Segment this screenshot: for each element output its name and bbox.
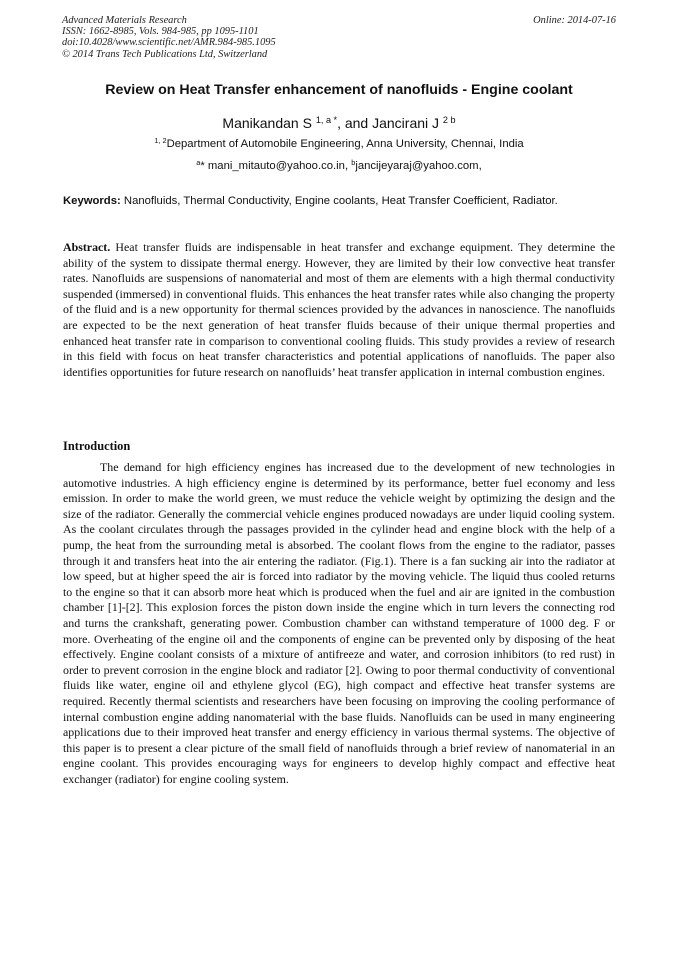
author-superscript: 2 b [442, 115, 456, 125]
author-line [40, 114, 638, 132]
abstract-text: Heat transfer fluids are indispensable in heat transfer and exchange equipment. They determine the ability of the system to dissipate thermal energy. However, they are limited by their low convective heat transfer rates. Nanofluids are suspensions of nanomaterial and most of them are elements with a high thermal conductivity suspended (immersed) in conventional fluids. This enhances the heat transfer rates while also changing the property of the fluid and is a new opportunity for thermal sciences provided by the advances in nanoscience. The nanofluids are expected to be the next generation of heat transfer fluids because of their unique thermal properties and enhanced heat transfer rate in comparison to conventional cooling fluids. This study provides a review of research in this field with focus on heat transfer characteristics and potential applications of nanofluids. The paper also identifies opportunities for future research on nanofluids’ heat transfer application in internal combustion engines. [63, 240, 615, 379]
copyright-line: © 2014 Trans Tech Publications Ltd, Switzerland [62, 48, 268, 60]
email-superscript: b [351, 157, 356, 167]
doi-line: doi:10.4028/www.scientific.net/AMR.984-985.1095 [62, 37, 276, 49]
author-name: Manikandan S [222, 115, 312, 131]
keywords-text: Nanofluids, Thermal Conductivity, Engine coolants, Heat Transfer Coefficient, Radiator. [120, 195, 558, 207]
affiliation-superscript: 1, 2 [154, 135, 167, 145]
email-line [40, 159, 638, 174]
issn-line: ISSN: 1662-8985, Vols. 984-985, pp 1095-1101 [62, 26, 259, 38]
email-link[interactable]: * mani_mitauto@yahoo.co.in, [200, 160, 352, 172]
author-superscript: 1, a * [315, 115, 338, 125]
introduction-paragraph: The demand for high efficiency engines has increased due to the development of new technologies in automotive industries. A high efficiency engine is determined by its performance, better fuel economy and less emission. In order to make the world green, we must reduce the vehicle weight by optimizing the design and the size of the radiator. Generally the commercial vehicle engines produced nowadays are under liquid cooling system. As the coolant circulates through the passages provided in the cylinder head and engine block with the help of a pump, the heat from the surrounding metal is absorbed. The coolant flows from the engine to the radiator, passes through it and transfers heat into the air entering the radiator. (Fig.1). There is a fan sucking air into the radiator at low speed, but at higher speed the air is forced into radiator by the moving vehicle. The liquid thus cooled returns to the engine so that it can absorb more heat which is produced when the fuel and air are ignited in the combustion chamber [1]-[2]. This explosion forces the piston down inside the engine which in turn levers the connecting rod and turns the crankshaft, generating power. Combustion chamber can withstand temperature of 1000 deg. F or more. Overheating of the engine oil and the components of engine can be prevented only by disposing of the heat effectively. Engine coolant consists of a mixture of antifreeze and water, and corrosion inhibitors (to red rust) in order to prevent corrosion in the engine block and radiator [2]. Owing to poor thermal conductivity of conventional fluids like water, engine oil and ethylene glycol (EG), high compact and effective heat transfer systems are required. Recently thermal scientists and researchers have been focusing on improving the cooling performance of internal combustion engine adding nanomaterial with the base fluids. Nanofluids can be used in many engineering applications due to their improved heat transfer and energy efficiency in various thermal systems. The objective of this paper is to present a clear picture of the small field of nanofluids through a brief review of nanomaterial in an engine coolant. This provides encouraging ways for engineers to develop highly compact and effective heat exchanger (radiator) for engine cooling system. [63, 460, 615, 786]
affiliation [40, 137, 638, 152]
section-heading: Introduction [63, 439, 131, 453]
abstract-label: Abstract. [63, 240, 111, 254]
affiliation-text: Department of Automobile Engineering, Anna University, Chennai, India [166, 138, 524, 150]
author-separator: , and [337, 115, 373, 131]
paper-title: Review on Heat Transfer enhancement of nanofluids - Engine coolant [105, 82, 573, 98]
keywords-label: Keywords: [63, 195, 121, 207]
abstract [63, 240, 615, 380]
keywords [63, 194, 613, 209]
online-date: Online: 2014-07-16 [533, 15, 616, 26]
email-superscript: a [196, 157, 201, 167]
journal-header [62, 15, 276, 60]
author-name: Jancirani J [372, 115, 440, 131]
email-link[interactable]: jancijeyaraj@yahoo.com, [355, 160, 482, 172]
journal-name: Advanced Materials Research [62, 15, 187, 26]
